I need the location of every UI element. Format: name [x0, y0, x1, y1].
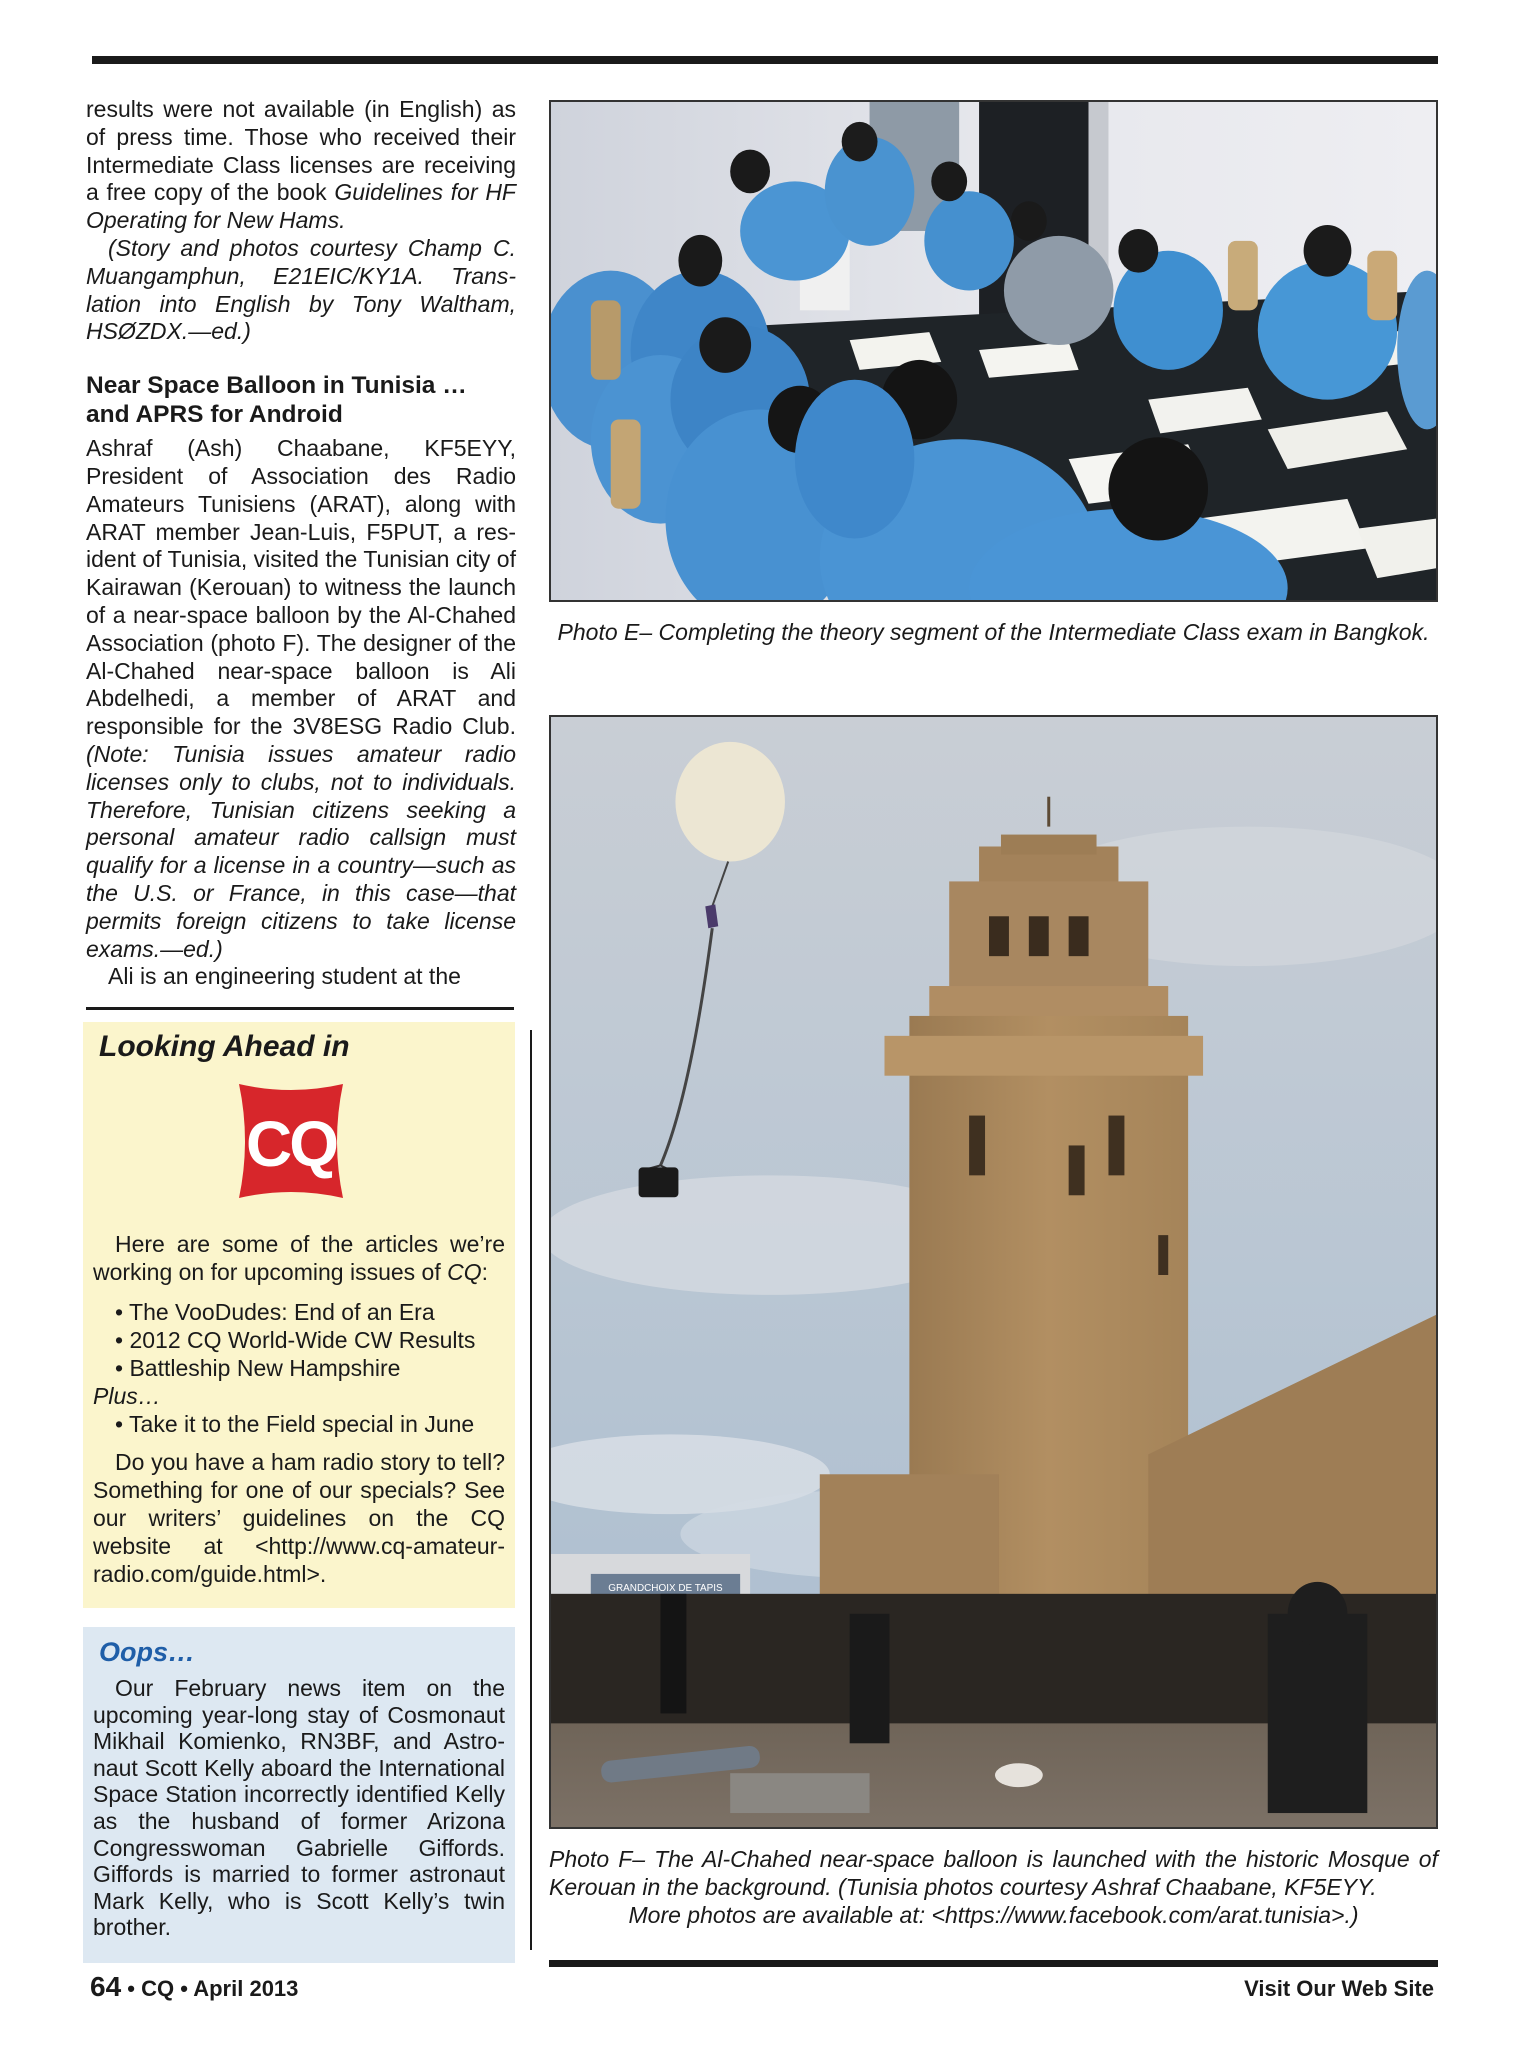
book-title: Guidelines for HF Operating for New Hams.	[86, 179, 516, 234]
photo-e-exam-room	[549, 100, 1438, 602]
page-footer-left	[90, 1970, 298, 2006]
photo-e-image	[551, 102, 1436, 600]
footer-bullet: •	[180, 1976, 188, 2001]
shop-sign-text: GRANDCHOIX DE TAPIS	[608, 1582, 723, 1594]
article-text: results were not available (in English) as of press time. Those who received their Intermediate Class licenses are receiving a free copy of the book	[86, 96, 516, 206]
article-text: Ashraf (Ash) Chaabane, KF5EYY, President of Association des Radio Amateurs Tunisiens (ARAT), along with ARAT member Jean-Luis, F5PUT, a resident of Tunisia, visited the Tunisian city of Kairawan (Kerouan) to witness the launch of a near-space balloon by the Al-Chahed Association (photo F). The designer of the Al-Chahed near-space balloon is Ali Abdelhedi, a member of ARAT and responsible for the 3V8ESG Radio Club.	[86, 435, 516, 740]
list-item: • Take it to the Field special in June	[115, 1411, 475, 1437]
article-paragraph-3: Ali is an engineering student at the	[108, 963, 461, 990]
photo-e-caption: Photo E– Completing the theory segment of the Intermediate Class exam in Bangkok.	[557, 619, 1430, 645]
list-item: • 2012 CQ World-Wide CW Results	[115, 1327, 476, 1353]
cq-logo	[231, 1080, 351, 1202]
photo-f-caption: Photo F– The Al-Chahed near-space balloon is launched with the historic Mosque of Kerouan in the background. (Tunisia photos courtesy Ashraf Chaabane, KF5EYY. More photos are available at: <https://www.facebook.com/arat.tunisia>.)	[549, 1846, 1438, 1928]
article-paragraph-1	[86, 96, 516, 235]
section-heading: Near Space Balloon in Tunisia … and APRS for Android	[86, 372, 467, 428]
looking-ahead-box	[83, 1022, 515, 1608]
looking-ahead-outro: Do you have a ham radio story to tell? Something for one of our specials? See our writers’ guidelines on the CQ website at <http://www.cq-amateur-radio.com/guide.html>.	[93, 1449, 505, 1587]
looking-ahead-body	[93, 1230, 505, 1588]
story-credit: (Story and photos courtesy Champ C. Muangamphun, E21EIC/KY1A. Translation into English by Tony Waltham, HSØZDX.—ed.)	[86, 234, 516, 345]
oops-title: Oops…	[99, 1637, 196, 1667]
plus-label: Plus…	[93, 1383, 161, 1409]
issue-date: April 2013	[193, 1976, 299, 2001]
magazine-name: CQ	[141, 1976, 175, 2001]
web-site-link[interactable]: Visit Our Web Site	[1244, 1976, 1434, 2001]
footer-bullet: •	[127, 1976, 135, 2001]
photo-f-image	[551, 717, 1436, 1827]
plus-list	[93, 1410, 505, 1438]
oops-text: Our February news item on the upcoming year-long stay of Cosmonaut Mikhail Komienko, RN3BF, and Astronaut Scott Kelly aboard the International Space Station incorrectly identified Kelly as the husband of former Arizona Congresswoman Gabrielle Giffords. Giffords is married to former astronaut Mark Kelly, who is Scott Kelly’s twin brother.	[93, 1675, 505, 1941]
cq-logo-text: CQ	[246, 1108, 336, 1180]
article-paragraph-2	[86, 435, 516, 963]
looking-ahead-title: Looking Ahead in	[99, 1030, 350, 1063]
editor-note: (Note: Tunisia issues amateur radio licenses only to clubs, not to individuals. Therefore, Tunisian citizens seeking a personal amateur radio callsign must qualify for a license in a country—such as the U.S. or France, in this case—that permits foreign citizens to take license exams.—ed.)	[86, 740, 516, 962]
looking-ahead-intro: Here are some of the articles we’re working on for upcoming issues of CQ:	[93, 1231, 505, 1285]
photo-f-balloon-launch	[549, 715, 1438, 1829]
column-divider	[530, 1030, 532, 1950]
bottom-rule	[549, 1960, 1438, 1967]
page-number: 64	[90, 1971, 122, 2002]
article-column	[86, 96, 516, 991]
column-rule	[86, 1007, 514, 1010]
list-item: • The VooDudes: End of an Era	[115, 1299, 435, 1325]
oops-box	[83, 1627, 515, 1963]
top-rule	[92, 56, 1438, 64]
upcoming-articles-list	[93, 1298, 505, 1382]
list-item: • Battleship New Hampshire	[115, 1355, 401, 1381]
